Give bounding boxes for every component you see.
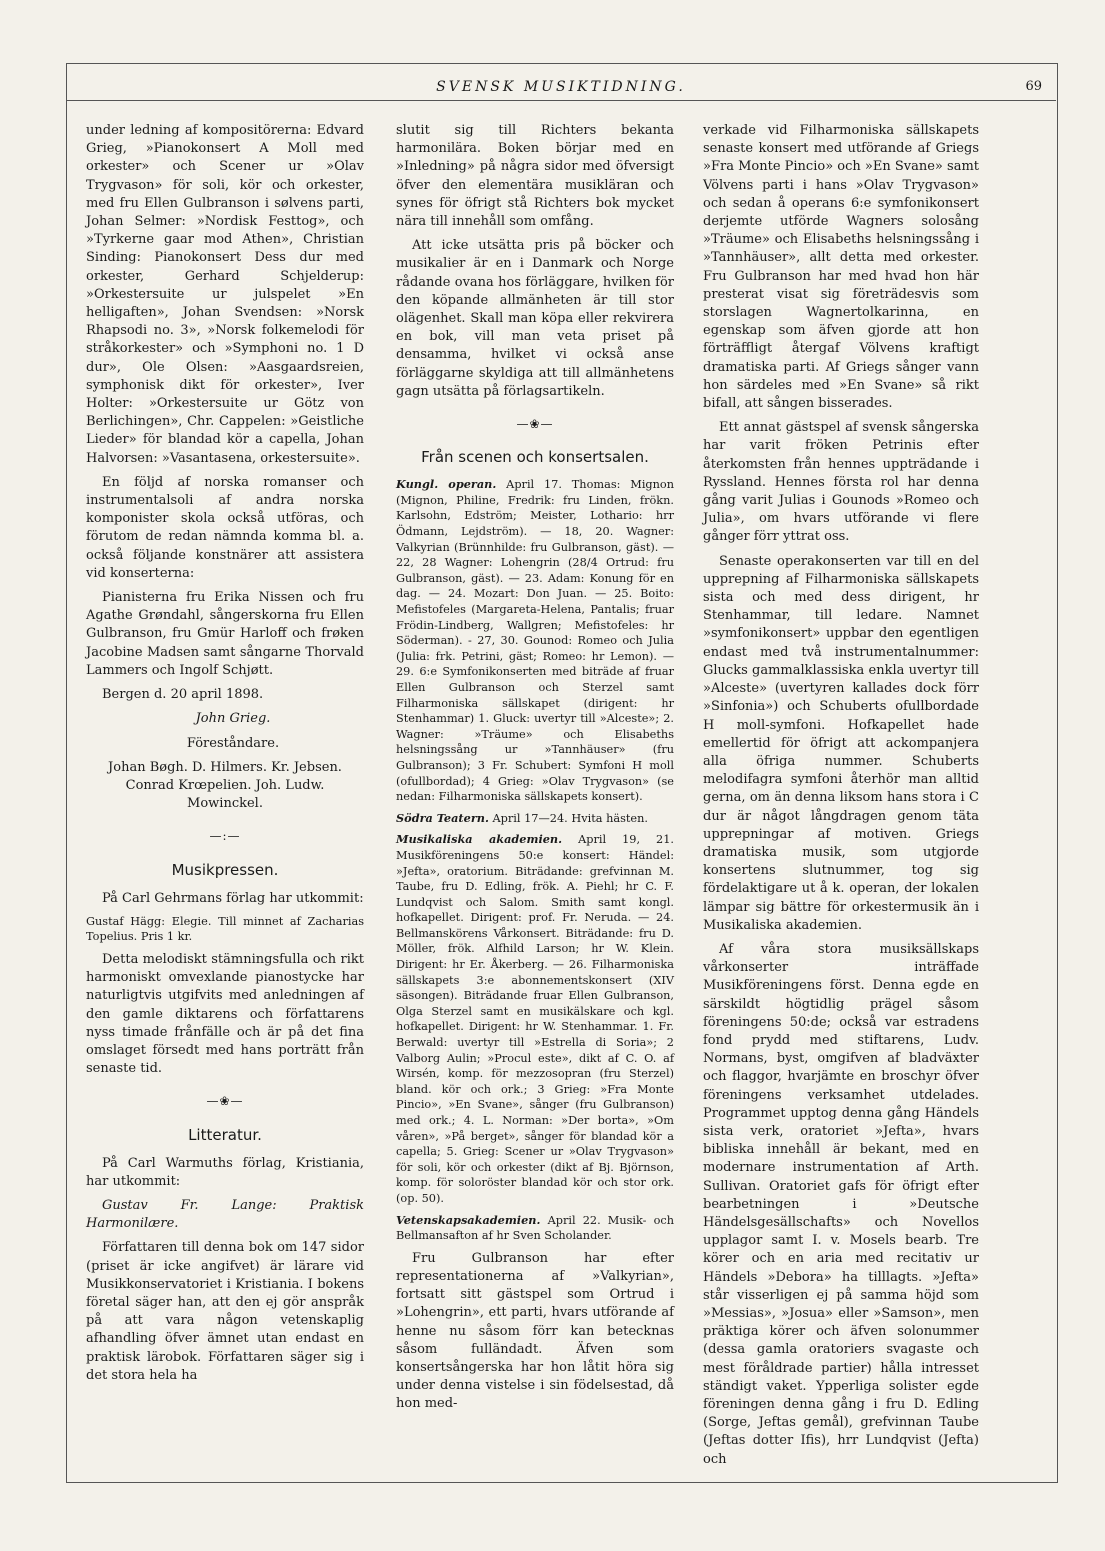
column-middle <box>396 122 674 1420</box>
listing-vetenskapsakademien <box>396 1213 674 1244</box>
publication-title: SVENSK MUSIKTIDNING. <box>436 79 686 95</box>
page-number: 69 <box>1025 79 1042 94</box>
signers: Johan Bøgh. D. Hilmers. Kr. Jebsen. Conrad Krœpelien. Joh. Ludw. Mowinckel. <box>108 759 342 812</box>
listing-label: Kungl. operan. <box>396 477 497 492</box>
section-heading-musikpressen: Musikpressen. <box>171 860 279 879</box>
paragraph: På Carl Warmuths förlag, Kristiania, har utkommit: <box>86 1155 364 1189</box>
listing-text: April 22. Musik- och Bellmansafton af hr Sven Scholander. <box>396 1213 674 1243</box>
listing-sodra-teatern <box>396 811 674 827</box>
paragraph: Pianisterna fru Erika Nissen och fru Agathe Grøndahl, sångerskorna fru Ellen Gulbranson, fru Gmür Harloff och frøken Jacobine Madsen samt sångarne Thorvald Lammers och Ingolf Schjøtt. <box>86 590 364 678</box>
section-heading-litteratur: Litteratur. <box>188 1125 262 1144</box>
paragraph: Fru Gulbranson har efter representationerna af »Valkyrian», fortsatt sitt gästspel som Ortrud i »Lohengrin», ett parti, hvars utförande af henne nu såsom förr kan betecknas såsom fulländadt. Äfven som konsertsångerska har hon låtit höra sig under denna vistelse i sin födelsestad, då hon med- <box>396 1250 674 1412</box>
book-title: Gustav Fr. Lange: Praktisk Harmonilære. <box>86 1197 364 1232</box>
listing-text: April 17. Thomas: Mignon (Mignon, Philine, Fredrik: fru Linden, frökn. Karlsohn, Edström; Meister, Lothario: hrr Ödmann, Lejdström). — 18, 20. Wagner: Valkyrian (Brünnhilde: fru Gulbranson, gäst). — 22, 28 Wagner: Lohengrin (28/4 Ortrud: fru Gulbranson, gäst). — 23. Adam: Konung för en dag. — 24. Mozart: Don Juan. — 25. Boito: Mefistofeles (Margareta-Helena, Pantalis; fruar Frödin-Lindberg, Wallgren; Mefistofeles: hr Söderman). - 27, 30. Gounod: Romeo och Julia (Julia: frk. Petrini, gäst; Romeo: hr Lemon). — 29. 6:e Symfonikonserten med biträde af fruar Ellen Gulbranson och Sterzel samt Filharmoniska sällskapet (dirigent: hr Stenhammar) 1. Gluck: uvertyr till »Alceste»; 2. Wagner: »Träume» och Elisabeths helsningssång ur »Tannhäuser» (fru Gulbranson); 3 Fr. Schubert: Symfoni H moll (ofullbordad); 4 Grieg: »Olav Trygvason» (se nedan: Filharmoniska sällskapets konsert). <box>396 478 675 804</box>
listing-text: April 17—24. Hvita hästen. <box>492 811 648 825</box>
column-right <box>703 122 979 1475</box>
listing-label: Musikaliska akademien. <box>396 832 563 847</box>
paragraph: under ledning af kompositörerna: Edvard Grieg, »Pianokonsert A Moll med orkester» och Scener ur »Olav Trygvason» för soli, kör och orkester, med fru Ellen Gulbranson i sølvens parti, Johan Selmer: »Nordisk Festtog», och »Tyrkerne gaar mod Athen», Christian Sinding: Pianokonsert Dess dur med orkester, Gerhard Schjelderup: »Orkestersuite ur julspelet »En helligaften», Johan Svendsen: »Norsk Rhapsodi no. 3», »Norsk folkemelodi för stråkorkester» och »Symphoni no. 1 D dur», Ole Olsen: »Aasgaardsreien, symphonisk dikt för orkester», Iver Holter: »Orkestersuite ur Götz von Berlichingen», Chr. Cappelen: »Geistliche Lieder» för blandad kör a capella, Johan Halvorsen: »Vasantasena, orkestersuite». <box>86 123 364 466</box>
paragraph: Detta melodiskt stämningsfulla och rikt harmoniskt omvexlande pianostycke har naturligtvis utgifvits med anledningen af den gamle diktarens och författarens nyss timade frånfälle och är på det fina omslaget försedt med hans porträtt från senaste tid. <box>86 951 364 1077</box>
signature-title: Föreståndare. <box>186 735 280 751</box>
dateline: Bergen d. 20 april 1898. <box>102 687 264 703</box>
paragraph: På Carl Gehrmans förlag har utkommit: <box>102 890 364 906</box>
ornament-divider: —❀— <box>206 1094 244 1109</box>
column-left <box>86 122 364 1391</box>
paragraph: Ett annat gästspel af svensk sångerska har varit fröken Petrinis efter återkomsten från hennes uppträdande i Ryssland. Hennes första rol har denna gång varit Julias i Gounods »Romeo och Julia», om hvars utförande vi flere gånger förr yttrat oss. <box>703 420 979 545</box>
ornament-divider: —❀— <box>516 417 554 432</box>
section-heading-scenen: Från scenen och konsertsalen. <box>421 448 649 467</box>
paragraph: En följd af norska romanser och instrumentalsoli af andra norska komponister skola också utföras, och förutom de redan nämnda komma bl. a. också följande konstnärer att assistera vid konserterna: <box>86 474 364 581</box>
paragraph: Författaren till denna bok om 147 sidor (priset är icke angifvet) är lärare vid Musikkonservatoriet i Kristiania. I bokens företal säger han, att den ej gör anspråk på att vara någon vetenskaplig afhandling öfver ämnet utan endast en praktisk lärobok. Författaren säger sig i det stora hela ha <box>86 1240 364 1383</box>
paragraph: slutit sig till Richters bekanta harmonilära. Boken börjar med en »Inledning» på några sidor med öfversigt öfver den elementära musikläran och synes för öfrigt stå Richters bok mycket nära till innehåll som omfång. <box>396 123 674 230</box>
ornament-divider: —:— <box>209 829 241 844</box>
listing-label: Vetenskapsakademien. <box>396 1212 541 1227</box>
listing-text: April 19, 21. Musikföreningens 50:e konsert: Händel: »Jefta», oratorium. Biträdande: grefvinnan M. Taube, fru D. Edling, frök. A. Piehl; hr C. F. Lundqvist och Salom. Smith samt kongl. hofkapellet. Dirigent: prof. Fr. Neruda. — 24. Bellmanskörens Vårkonsert. Biträdande: fru D. Möller, frök. Alfhild Larson; hr W. Klein. Dirigent: hr Er. Åkerberg. — 26. Filharmoniska sällskapets 3:e abonnementskonsert (XIV säsongen). Biträdande fruar Ellen Gulbranson, Olga Sterzel samt en musikälskare och kgl. hofkapellet. Dirigent: hr W. Stenhammar. 1. Fr. Berwald: uvertyr till »Estrella di Soria»; 2 Valborg Aulin; »Procul este», dikt af C. O. af Wirsén, komp. för mezzosopran (fru Sterzel) bland. kör och ork.; 3 Grieg: »Fra Monte Pincio», »En Svane», sånger (fru Gulbranson) med ork.; 4. L. Norman: »Der borta», »Om våren», »På berget», sånger för blandad kör a capella; 5. Grieg: Scener ur »Olav Trygvason» för soli, kör och orkester (dikt af Bj. Björnson, komp. för soloröster blandad kör och stor ork. (op. 50). <box>396 833 675 1205</box>
paragraph: verkade vid Filharmoniska sällskapets senaste konsert med utförande af Griegs »Fra Monte Pincio» och »En Svane» samt Völvens parti i hans »Olav Trygvason» och sedan å operans 6:e symfonikonsert derjemte utförde Wagners solosång »Träume» och Elisabeths helsningssång i »Tannhäuser», allt detta med orkester. Fru Gulbranson har med hvad hon här presterat visat sig företrädesvis som storslagen Wagnertolkarinna, en egenskap som äfven gjorde att hon förträffligt återgaf Völvens kraftigt dramatiska parti. Af Griegs sånger vann hon särdeles med »En Svane» så rikt bifall, att sången bisserades. <box>703 123 979 412</box>
running-header <box>66 76 1056 101</box>
listing-musikaliska-akademien <box>396 832 674 1206</box>
paragraph: Att icke utsätta pris på böcker och musikalier är en i Danmark och Norge rådande ovana hos förläggare, hvilken för den köpande allmänheten är till stor olägenhet. Skall man köpa eller rekvirera en bok, vill man veta priset på densamma, hvilket vi också anse förläggarne skyldiga att till allmänhetens gagn utsätta på förlagsartikeln. <box>396 238 674 399</box>
paragraph: Senaste operakonserten var till en del upprepning af Filharmoniska sällskapets sista och med dess dirigent, hr Stenhammar, till ledare. Namnet »symfonikonsert» uppbar den egentligen endast med två instrumentalnummer: Glucks gammalklassiska enkla uvertyr till »Alceste» (uvertyren kallades dock förr »Sinfonia») och Schuberts ofullbordade H moll-symfoni. Hofkapellet hade emellertid för öfrigt att ackompanjera alla öfriga nummer. Schuberts melodifagra symfoni återhör man alltid gerna, om än denna liksom hans stora i C dur är något långdragen genom täta upprepningar af motiven. Griegs dramatiska musik, som utgjorde konsertens slutnummer, tog sig fördelaktigare ut å k. operan, der lokalen lämpar sig bättre för orkestermusik än i Musikaliska akademien. <box>703 553 979 933</box>
listing-kungl-operan <box>396 477 674 804</box>
notice-small: Gustaf Hägg: Elegie. Till minnet af Zacharias Topelius. Pris 1 kr. <box>86 914 364 944</box>
signature-name: John Grieg. <box>195 711 271 727</box>
paragraph: Af våra stora musiksällskaps vårkonserter inträffade Musikföreningens först. Denna egde en särskildt högtidlig prägel såsom föreningens 50:de; också var estradens fond prydd med stiftarens, Ludv. Normans, byst, omgifven af bladväxter och flaggor, hvarjämte en broschyr öfver föreningens verksamhet utdelades. Programmet upptog denna gång Händels sista verk, oratoriet »Jefta», hvars bibliska innehåll är bekant, med en modernare instrumentation af Arth. Sullivan. Oratoriet gafs för öfrigt efter bearbetningen i »Deutsche Händelsgesällschafts» och Novellos upplagor samt I. v. Mosels bearb. Tre körer och en aria med recitativ ur Händels »Debora» ha tilllagts. »Jefta» står visserligen ej på samma höjd som »Messias», »Josua» eller »Samson», men präktiga körer och äfven solonummer (dessa gamla oratoriers svagaste och mest föråldrade partier) hålla intresset ständigt vaket. Ypperliga solister egde föreningen denna gång i fru D. Edling (Sorge, Jeftas gemål), grefvinnan Taube (Jeftas dotter Ifis), hrr Lundqvist (Jefta) och <box>703 941 979 1467</box>
listing-label: Södra Teatern. <box>396 810 489 825</box>
